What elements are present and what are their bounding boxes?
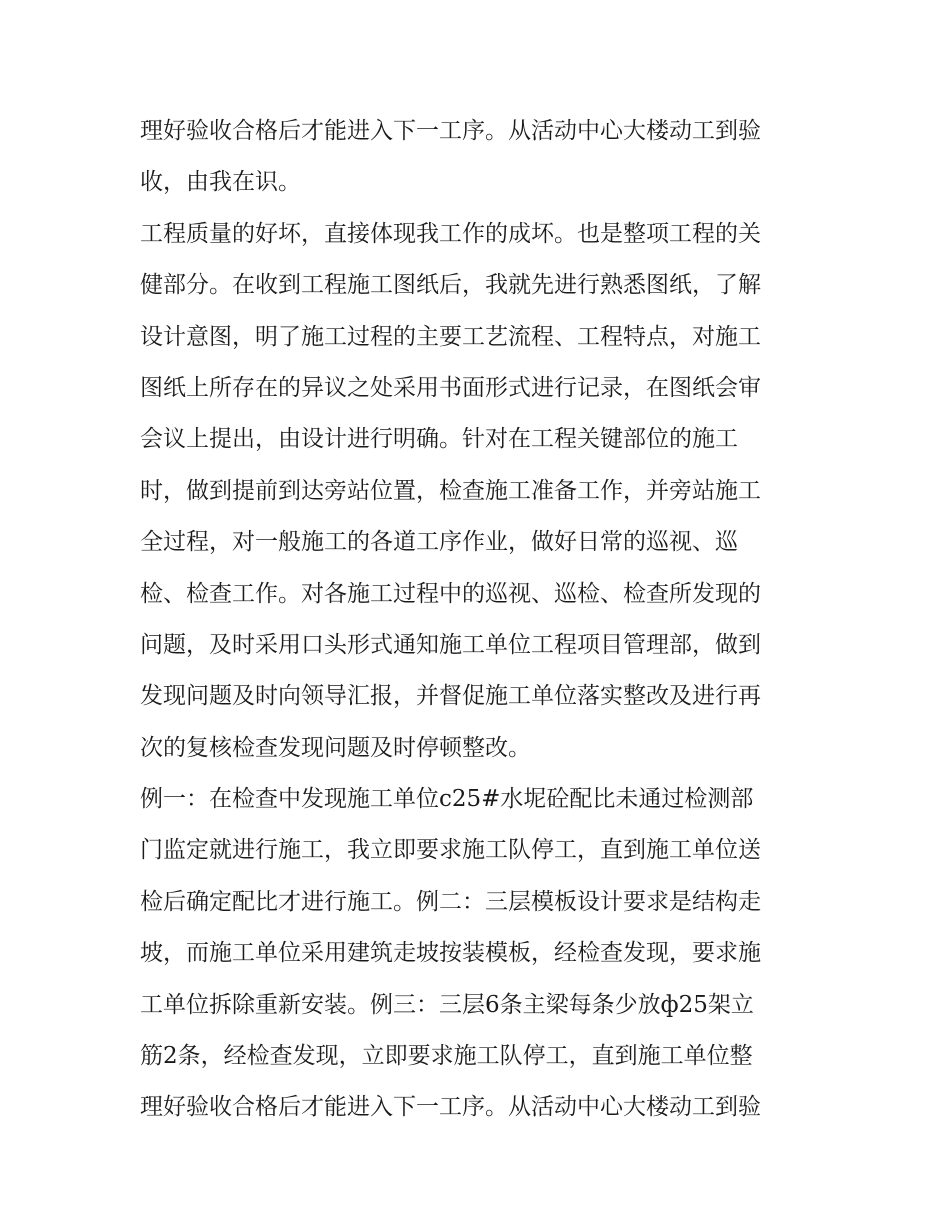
text-line: 理好验收合格后才能进入下一工序。从活动中心大楼动工到验: [140, 118, 761, 144]
text-line: 问题，及时采用口头形式通知施工单位工程项目管理部，做到: [140, 631, 761, 658]
text-line: 收，由我在识。: [140, 169, 301, 196]
text-line: 理好验收合格后才能进入下一工序。从活动中心大楼动工到验: [140, 1094, 761, 1121]
text-line: 健部分。在收到工程施工图纸后，我就先进行熟悉图纸，了解: [140, 272, 761, 299]
text-line: 次的复核检查发现问题及时停顿整改。: [140, 734, 531, 761]
text-line: 会议上提出，由设计进行明确。针对在工程关键部位的施工: [140, 426, 738, 453]
text-line: 设计意图，明了施工过程的主要工艺流程、工程特点，对施工: [140, 323, 761, 350]
text-line: 筋2条，经检查发现，立即要求施工队停工，直到施工单位整: [140, 1043, 753, 1070]
text-line: 坡，而施工单位采用建筑走坡按装模板，经检查发现，要求施: [140, 940, 761, 967]
text-line: 门监定就进行施工，我立即要求施工队停工，直到施工单位送: [140, 837, 761, 864]
text-line: 例一：在检查中发现施工单位c25#水坭砼配比未通过检测部: [140, 786, 754, 813]
text-line: 时，做到提前到达旁站位置，检查施工准备工作，并旁站施工: [140, 477, 761, 504]
text-line: 发现问题及时向领导汇报，并督促施工单位落实整改及进行再: [140, 683, 761, 710]
text-line: 工单位拆除重新安装。例三：三层6条主梁每条少放ф25架立: [140, 991, 754, 1018]
text-line: 工程质量的好坏，直接体现我工作的成坏。也是整项工程的关: [140, 220, 761, 247]
text-line: 全过程，对一般施工的各道工序作业，做好日常的巡视、巡: [140, 529, 738, 556]
body-text: [140, 111, 840, 1139]
text-line: 图纸上所存在的异议之处采用书面形式进行记录，在图纸会审: [140, 374, 761, 401]
text-line: 检后确定配比才进行施工。例二：三层模板设计要求是结构走: [140, 888, 761, 915]
text-line: 检、检查工作。对各施工过程中的巡视、巡检、检查所发现的: [140, 580, 761, 607]
